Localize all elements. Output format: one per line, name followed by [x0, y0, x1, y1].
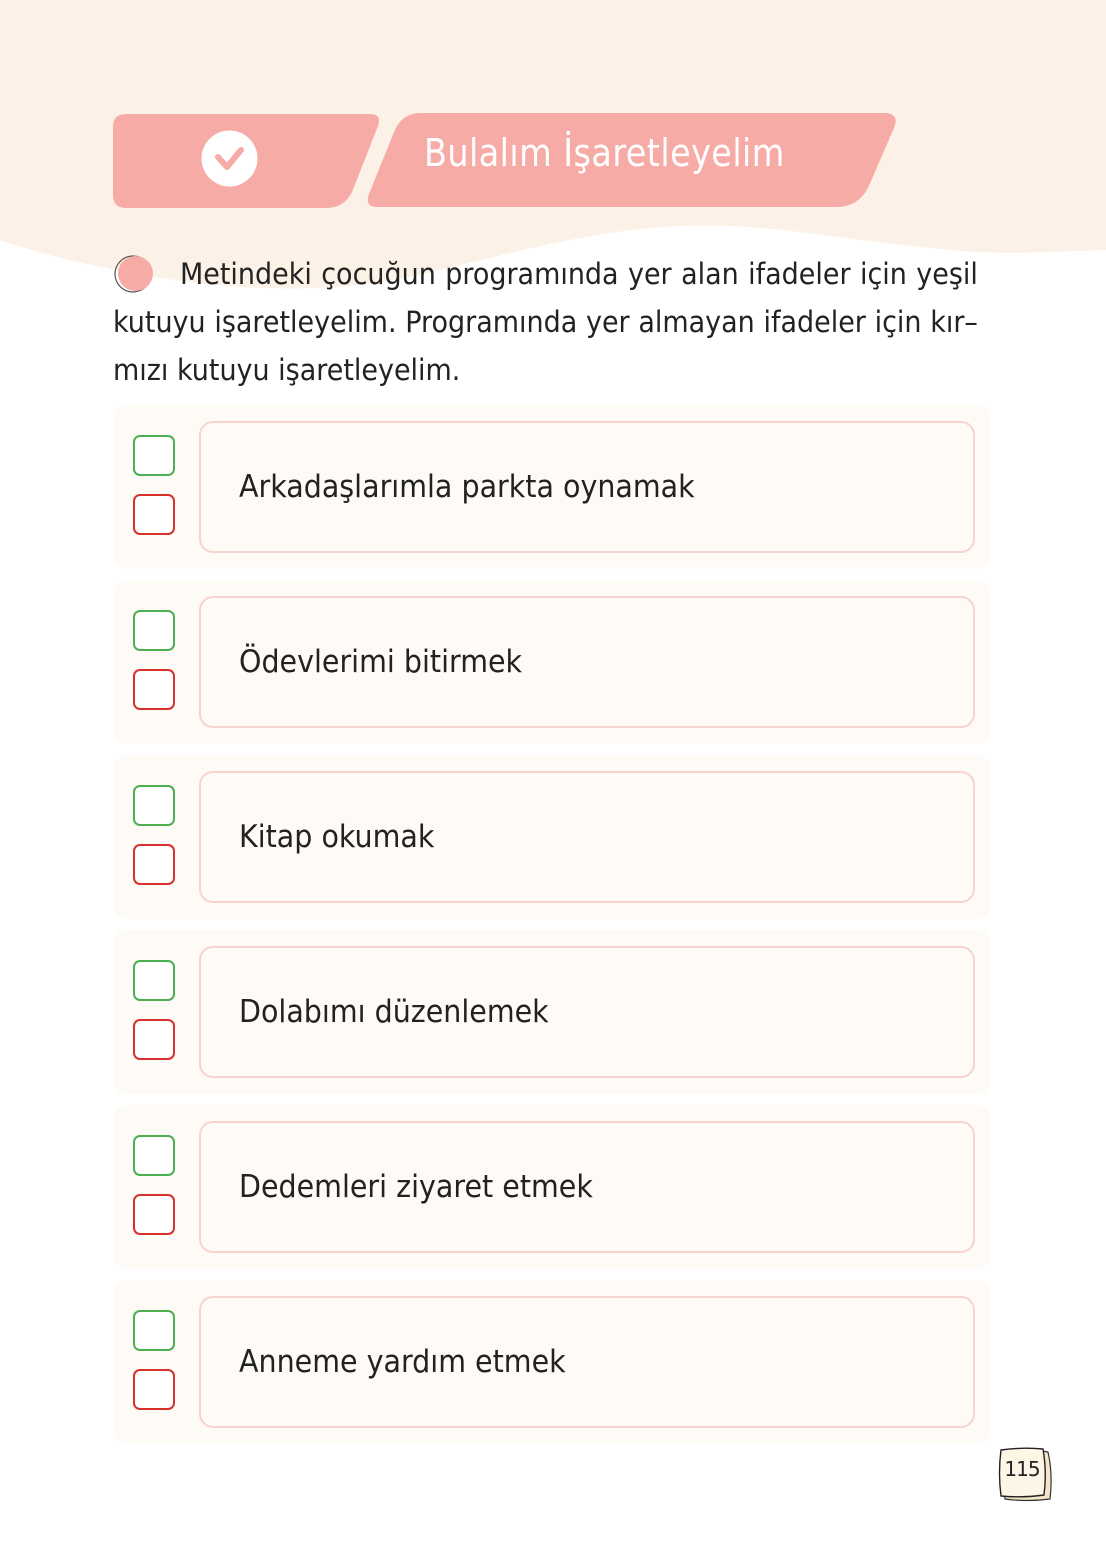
list-item — [113, 755, 991, 919]
item-text-box — [199, 1121, 975, 1253]
green-checkbox[interactable] — [133, 960, 175, 1001]
item-label: Dedemleri ziyaret etmek — [239, 1169, 593, 1205]
page-number-badge — [997, 1446, 1051, 1501]
red-checkbox[interactable] — [133, 494, 175, 535]
check-circle-icon — [201, 130, 258, 187]
green-checkbox[interactable] — [133, 1135, 175, 1176]
item-text-box — [199, 1296, 975, 1428]
section-title: Bulalım İşaretleyelim — [424, 131, 785, 175]
item-label: Arkadaşlarımla parkta oynamak — [239, 469, 695, 505]
list-item — [113, 405, 991, 569]
red-checkbox[interactable] — [133, 1019, 175, 1060]
item-label: Anneme yardım etmek — [239, 1344, 566, 1380]
red-checkbox[interactable] — [133, 1194, 175, 1235]
item-text-box — [199, 771, 975, 903]
list-item — [113, 1105, 991, 1269]
red-checkbox[interactable] — [133, 844, 175, 885]
section-banner — [0, 0, 1106, 230]
item-text-box — [199, 421, 975, 553]
item-text-box — [199, 596, 975, 728]
red-checkbox[interactable] — [133, 1369, 175, 1410]
list-item — [113, 580, 991, 744]
list-item — [113, 930, 991, 1094]
list-item — [113, 1280, 991, 1444]
item-text-box — [199, 946, 975, 1078]
instructions-text: Metindeki çocuğun programında yer alan ifadeler için yeşil kutuyu işaretleyelim. Programında yer almayan ifadeler için kır–mızı kutuyu işaretleyelim. — [113, 257, 978, 387]
item-label: Dolabımı düzenlemek — [239, 994, 549, 1030]
green-checkbox[interactable] — [133, 785, 175, 826]
item-label: Kitap okumak — [239, 819, 435, 855]
green-checkbox[interactable] — [133, 435, 175, 476]
green-checkbox[interactable] — [133, 610, 175, 651]
green-checkbox[interactable] — [133, 1310, 175, 1351]
page-number: 115 — [1004, 1457, 1040, 1481]
red-checkbox[interactable] — [133, 669, 175, 710]
item-label: Ödevlerimi bitirmek — [239, 644, 523, 680]
